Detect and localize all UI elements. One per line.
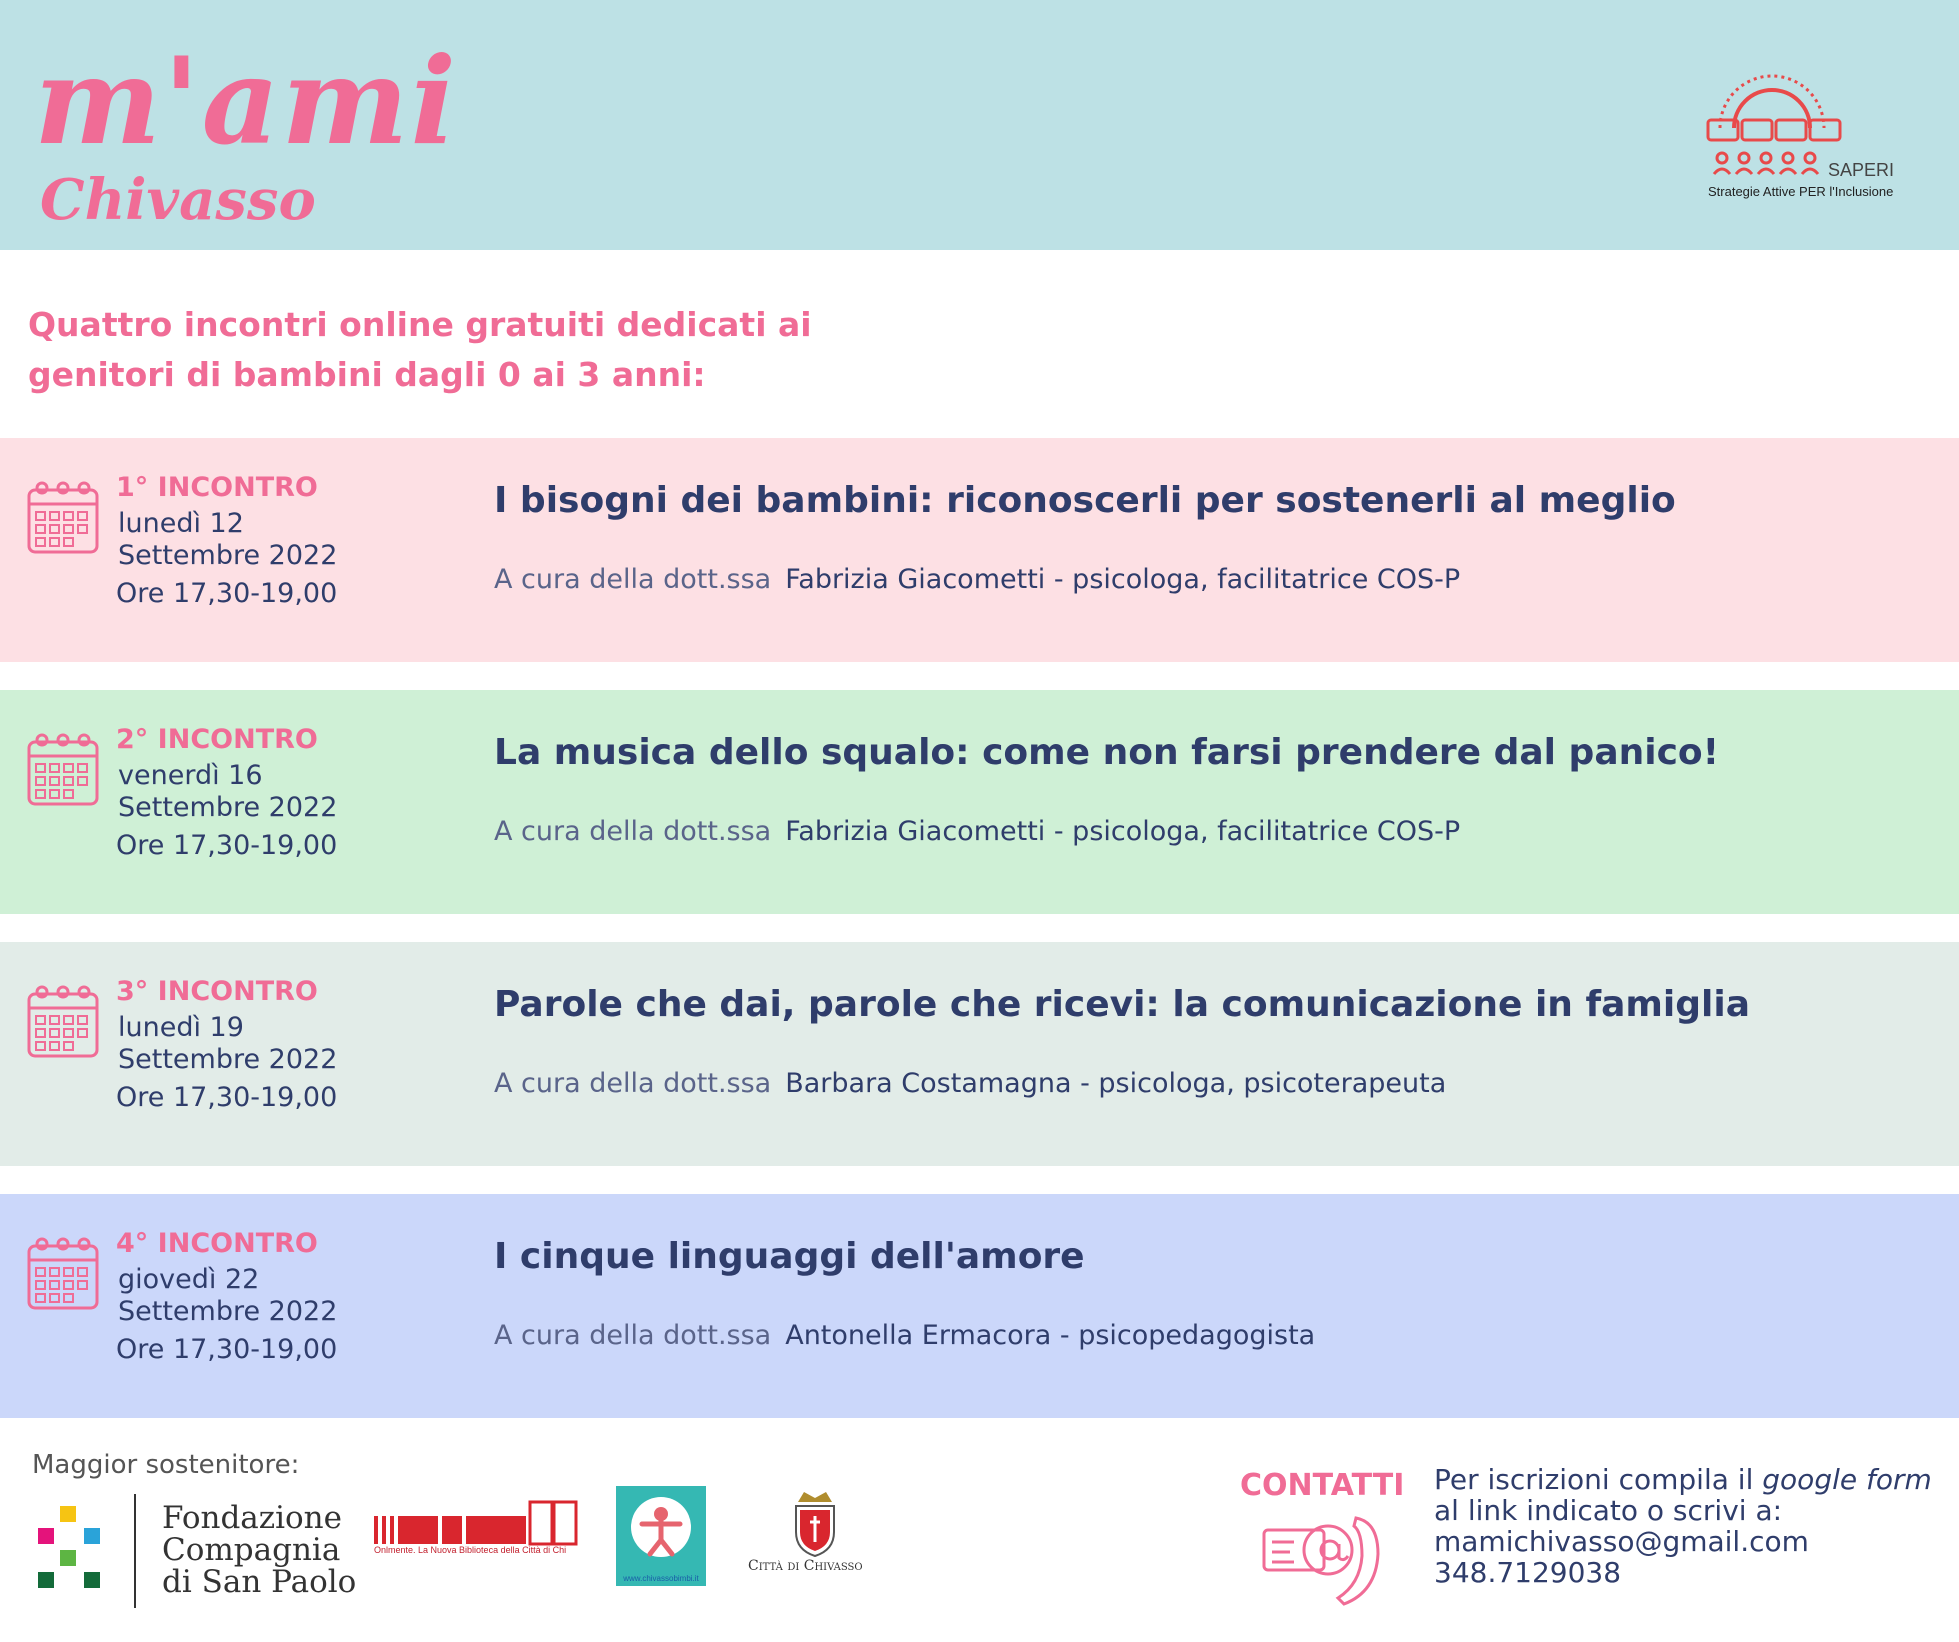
fcsp-line-1: Fondazione (162, 1500, 342, 1536)
event-time: Ore 17,30-19,00 (116, 1334, 338, 1365)
event-card-4 (0, 1194, 1959, 1418)
fcsp-divider (134, 1494, 136, 1608)
event-title: I cinque linguaggi dell'amore (494, 1236, 1085, 1277)
event-day: giovedì 22 (118, 1264, 260, 1295)
event-month: Settembre 2022 (118, 792, 338, 823)
event-card-3 (0, 942, 1959, 1166)
curator-name: Fabrizia Giacometti - psicologa, facilitatrice COS-P (785, 564, 1461, 595)
curator-name: Antonella Ermacora - psicopedagogista (785, 1320, 1316, 1351)
event-card-1 (0, 438, 1959, 662)
city-crest-icon (790, 1488, 840, 1558)
curator-prefix: A cura della dott.ssa (494, 816, 772, 847)
event-title: I bisogni dei bambini: riconoscerli per sostenerli al meglio (494, 480, 1676, 521)
event-time: Ore 17,30-19,00 (116, 578, 338, 609)
contact-instructions-1: Per iscrizioni compila il (1434, 1463, 1754, 1496)
saperi-tagline: Strategie Attive PER l'Inclusione (1708, 184, 1894, 199)
chivassobimbi-caption: www.chivassobimbi.it (623, 1574, 699, 1583)
event-time: Ore 17,30-19,00 (116, 1082, 338, 1113)
contact-instructions-2: al link indicato o scrivi a: (1434, 1494, 1783, 1527)
saperi-logo-label: SAPERI (1828, 160, 1895, 180)
fcsp-logo-text (162, 1502, 356, 1598)
event-curator (494, 1320, 1315, 1351)
intro-line-2: genitori di bambini dagli 0 ai 3 anni: (28, 355, 706, 394)
contacts-title: CONTATTI (1240, 1468, 1405, 1503)
city-of-chivasso-label: Città di Chivasso (748, 1558, 863, 1574)
biblioteca-caption: Onlmente. La Nuova Biblioteca della Città di Chi (374, 1545, 567, 1555)
fcsp-line-2: Compagnia (162, 1532, 341, 1568)
chivassobimbi-logo (616, 1486, 706, 1586)
intro-line-1: Quattro incontri online gratuiti dedicati ai (28, 305, 812, 344)
event-number: 4° INCONTRO (116, 1228, 318, 1259)
curator-prefix: A cura della dott.ssa (494, 1320, 772, 1351)
event-day: lunedì 12 (118, 508, 244, 539)
contact-phone[interactable]: 348.7129038 (1434, 1556, 1622, 1589)
curator-prefix: A cura della dott.ssa (494, 1068, 772, 1099)
calendar-icon (26, 1234, 102, 1314)
sponsor-label: Maggior sostenitore: (32, 1450, 300, 1480)
email-phone-icon (1260, 1512, 1390, 1610)
calendar-icon (26, 982, 102, 1062)
vitruvian-child-icon (628, 1494, 694, 1560)
event-day: venerdì 16 (118, 760, 263, 791)
contacts-text (1434, 1464, 1934, 1588)
event-curator (494, 564, 1460, 595)
curator-name: Barbara Costamagna - psicologa, psicoterapeuta (785, 1068, 1447, 1099)
event-curator (494, 1068, 1446, 1099)
event-number: 3° INCONTRO (116, 976, 318, 1007)
event-number: 2° INCONTRO (116, 724, 318, 755)
event-number: 1° INCONTRO (116, 472, 318, 503)
calendar-icon (26, 478, 102, 558)
event-month: Settembre 2022 (118, 540, 338, 571)
event-title: La musica dello squalo: come non farsi prendere dal panico! (494, 732, 1720, 773)
chivasso-logo-subtitle: Chivasso (40, 167, 316, 233)
fcsp-line-3: di San Paolo (162, 1564, 357, 1600)
header-banner (0, 0, 1959, 250)
event-month: Settembre 2022 (118, 1296, 338, 1327)
contact-email[interactable]: mamichivasso@gmail.com (1434, 1525, 1809, 1558)
google-form-link[interactable]: google form (1762, 1463, 1932, 1496)
event-title: Parole che dai, parole che ricevi: la comunicazione in famiglia (494, 984, 1750, 1025)
curator-name: Fabrizia Giacometti - psicologa, facilitatrice COS-P (785, 816, 1461, 847)
fcsp-logo-squares-icon (38, 1506, 108, 1592)
event-time: Ore 17,30-19,00 (116, 830, 338, 861)
intro-heading (28, 300, 928, 400)
event-card-2 (0, 690, 1959, 914)
event-month: Settembre 2022 (118, 1044, 338, 1075)
event-curator (494, 816, 1460, 847)
event-day: lunedì 19 (118, 1012, 244, 1043)
mami-logo: m'ami (34, 31, 459, 172)
calendar-icon (26, 730, 102, 810)
curator-prefix: A cura della dott.ssa (494, 564, 772, 595)
